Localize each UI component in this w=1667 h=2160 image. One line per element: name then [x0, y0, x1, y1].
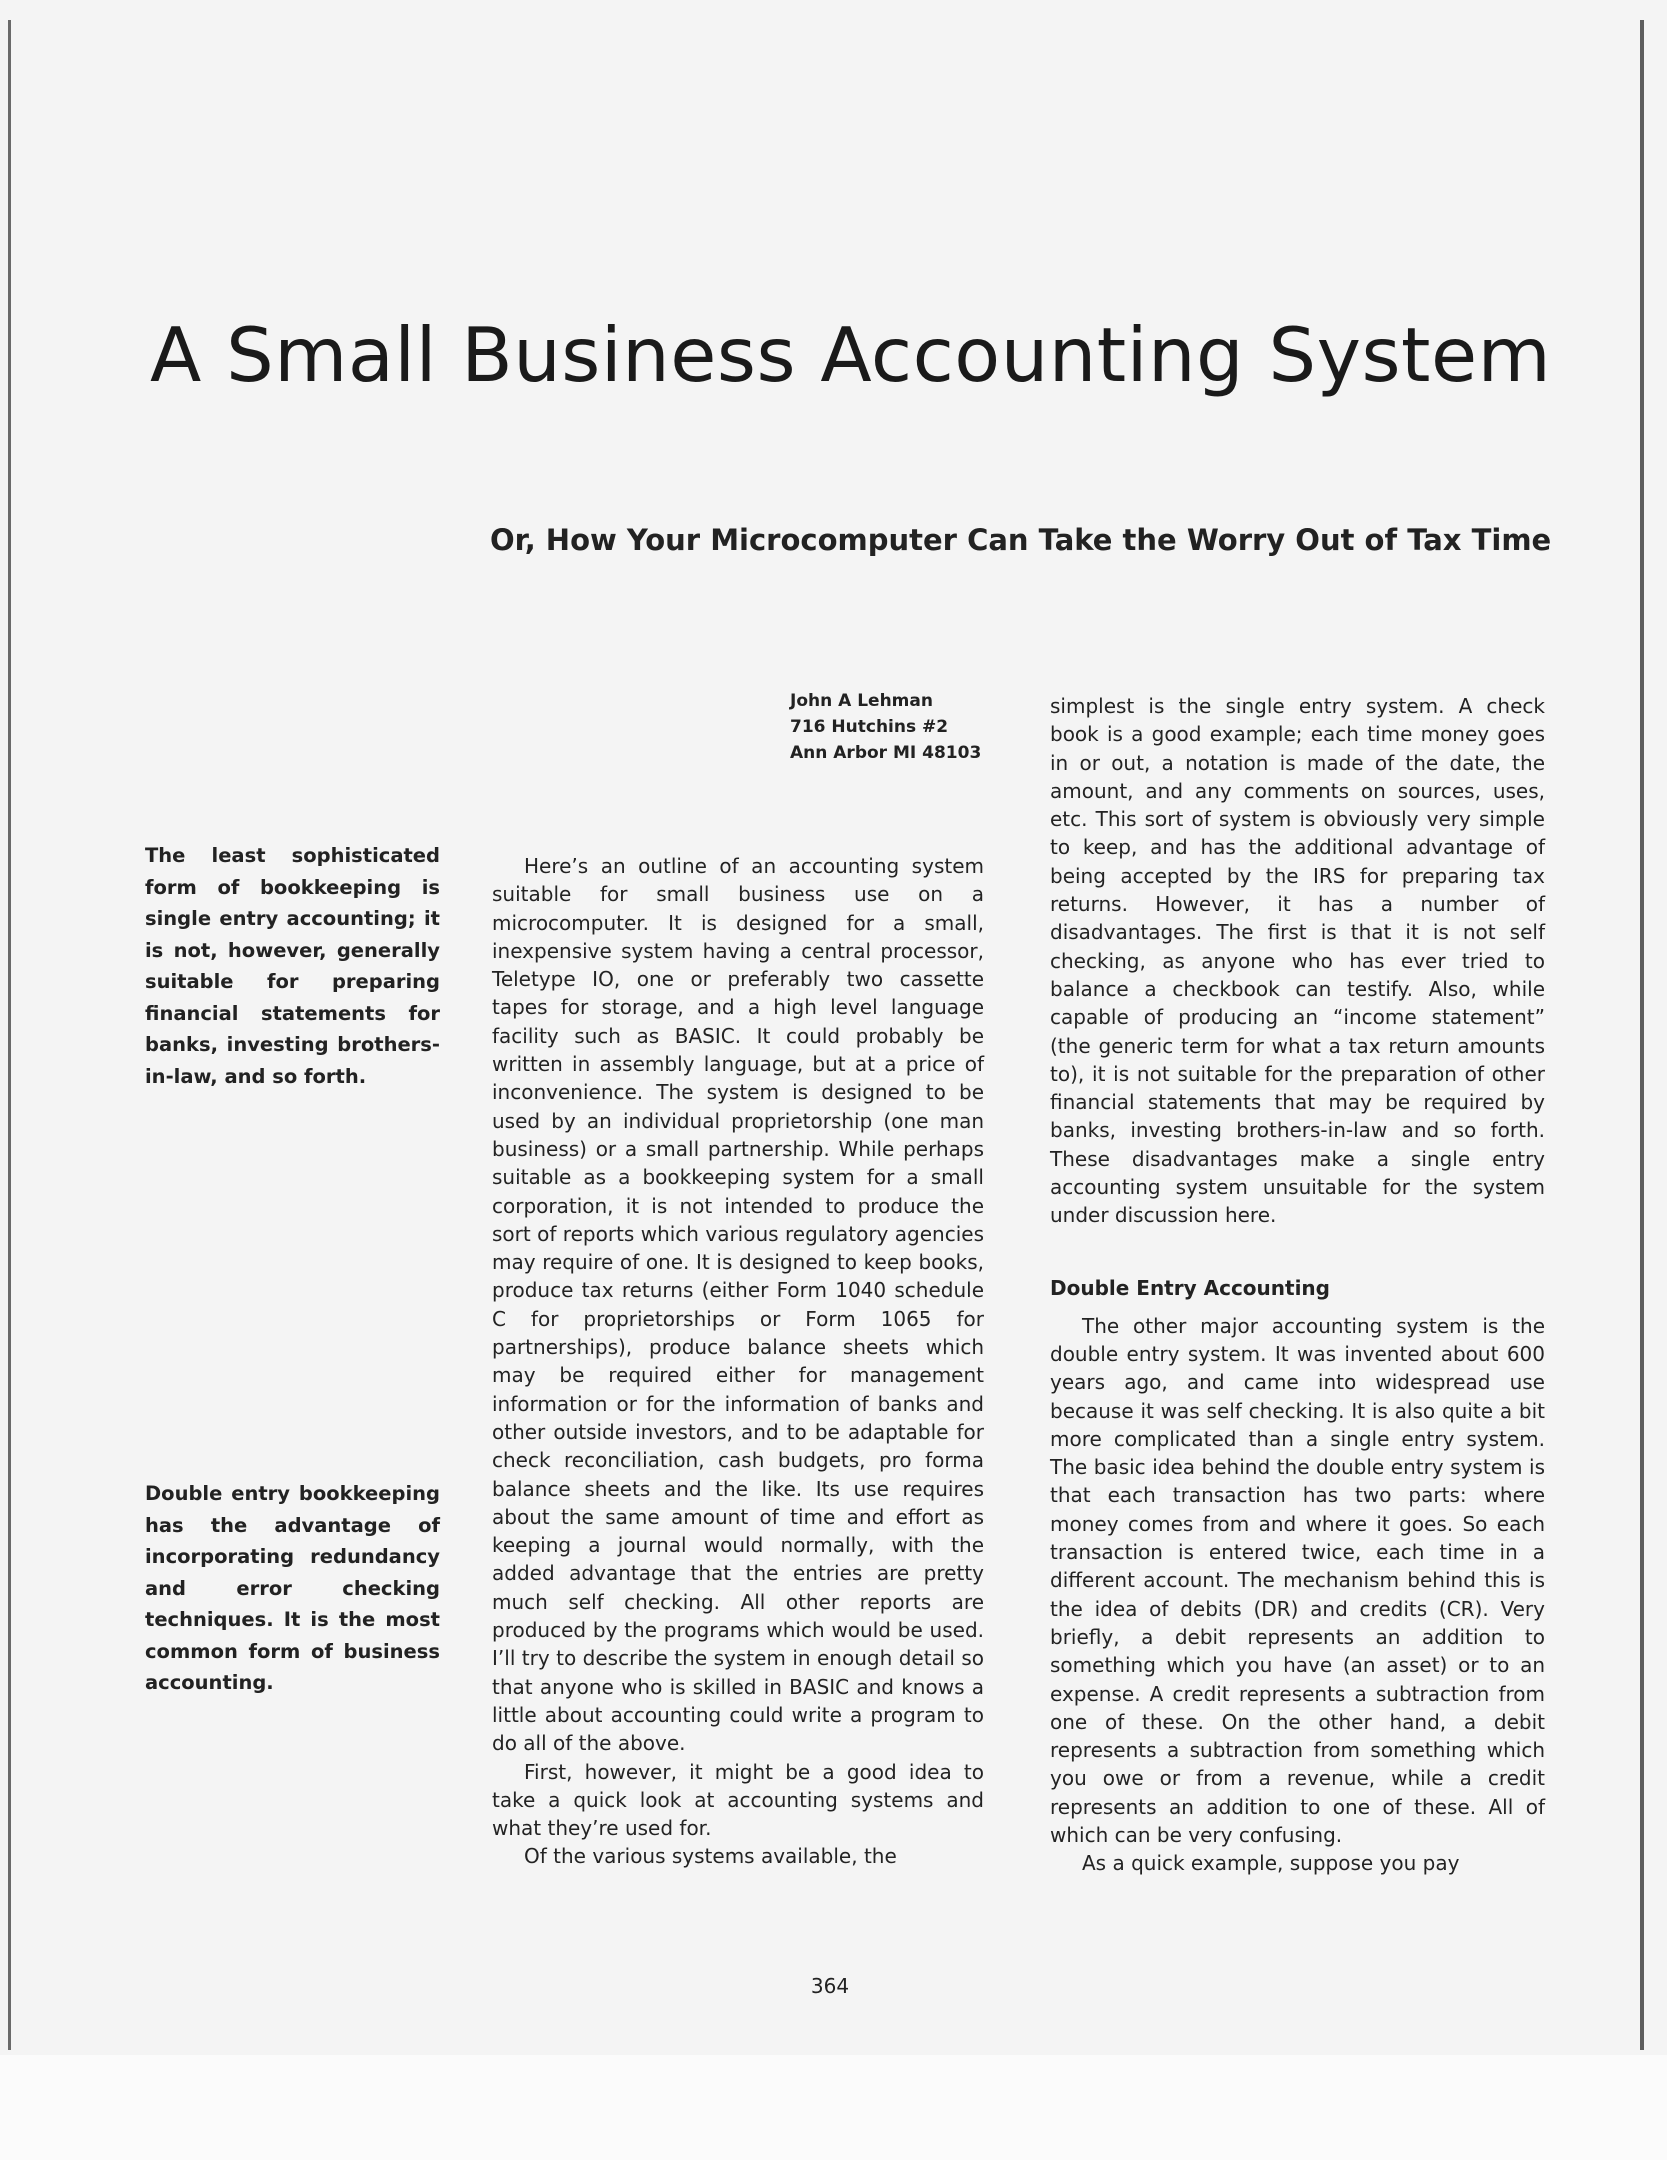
body-paragraph: Of the various systems available, the	[524, 1844, 897, 1869]
page-edge-right	[1640, 20, 1644, 2050]
article-title: A Small Business Accounting System	[150, 311, 1552, 399]
body-column-right	[1050, 692, 1545, 1878]
pull-quote-single-entry: The least sophisticated form of bookkeeping is single entry accounting; it is not, however, generally suitable for preparing financial statements for banks, investing brothers-in-law, and so forth.	[145, 844, 440, 1088]
page-number: 364	[810, 1974, 850, 1998]
page-edge-left	[8, 20, 11, 2050]
author-street: 716 Hutchins #2	[790, 717, 949, 737]
article-subtitle: Or, How Your Microcomputer Can Take the Worry Out of Tax Time	[490, 523, 1552, 557]
author-byline	[790, 688, 1010, 766]
body-paragraph: The other major accounting system is the double entry system. It was invented about 600 years ago, and came into widespread use because it was self checking. It is also quite a bit more complicated than a single entry system. The basic idea behind the double entry system is that each transaction has two parts: where money comes from and where it goes. So each transaction is entered twice, each time in a different account. The mechanism behind this is the idea of debits (DR) and credits (CR). Very briefly, a debit represents an addition to something which you have (an asset) or to an expense. A credit represents a subtraction from one of these. On the other hand, a debit represents a subtraction from something which you owe or from a revenue, while a credit represents an addition to one of these. All of which can be very confusing.	[1050, 1313, 1545, 1847]
body-paragraph: Here’s an outline of an accounting system suitable for small business use on a microcomputer. It is designed for a small, inexpensive system having a central processor, Teletype IO, one or preferably two cassette tapes for storage, and a high level language facility such as BASIC. It could probably be written in assembly language, but at a price of inconvenience. The system is designed to be used by an individual proprietorship (one man business) or a small partnership. While perhaps suitable as a bookkeeping system for a small corporation, it is not intended to produce the sort of reports which various regulatory agencies may require of one. It is designed to keep books, produce tax returns (either Form 1040 schedule C for proprietorships or Form 1065 for partnerships), produce balance sheets which may be required either for management information or for the information of banks and other outside investors, and to be adaptable for check reconciliation, cash budgets, pro forma balance sheets and the like. Its use requires about the same amount of time and effort as keeping a journal would normally, with the added advantage that the entries are pretty much self checking. All other reports are produced by the programs which would be used. I’ll try to describe the system in enough detail so that anyone who is skilled in BASIC and knows a little about accounting could write a program to do all of the above.	[492, 854, 984, 1756]
author-city: Ann Arbor MI 48103	[790, 743, 982, 763]
body-paragraph: simplest is the single entry system. A check book is a good example; each time money goes in or out, a notation is made of the date, the amount, and any comments on sources, uses, etc. This sort of system is obviously very simple to keep, and has the additional advantage of being accepted by the IRS for preparing tax returns. However, it has a number of disadvantages. The first is that it is not self checking, as anyone who has ever tried to balance a checkbook can testify. Also, while capable of producing an “income statement” (the generic term for what a tax return amounts to), it is not suitable for the preparation of other financial statements that may be required by banks, investing brothers-in-law and so forth. These disadvantages make a single entry accounting system unsuitable for the system under discussion here.	[1050, 694, 1545, 1228]
body-column-middle	[492, 852, 984, 1871]
author-name: John A Lehman	[790, 691, 933, 711]
body-paragraph: As a quick example, suppose you pay	[1082, 1851, 1460, 1876]
page-bottom-margin	[0, 2055, 1667, 2160]
section-heading: Double Entry Accounting	[1050, 1275, 1330, 1300]
pull-quote-double-entry: Double entry bookkeeping has the advantage of incorporating redundancy and error checking techniques. It is the most common form of business accounting.	[145, 1482, 440, 1694]
body-paragraph: First, however, it might be a good idea to take a quick look at accounting systems and what they’re used for.	[492, 1759, 984, 1841]
